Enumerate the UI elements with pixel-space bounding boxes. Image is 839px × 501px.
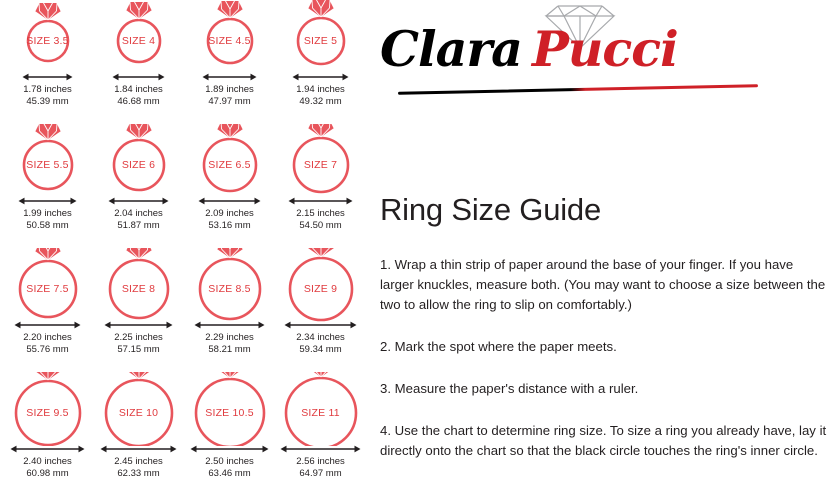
ring-measurement [275, 332, 366, 355]
ring-size-cell[interactable] [184, 0, 275, 124]
ring-measurement-mm: 58.21 mm [208, 343, 251, 355]
page-title: Ring Size Guide [380, 192, 602, 227]
ring-size-cell[interactable] [93, 124, 184, 248]
ring-size-cell[interactable] [2, 124, 93, 248]
measurement-arrow-icon [275, 194, 366, 206]
ring-size-cell[interactable] [275, 0, 366, 124]
brand-wordmark [380, 20, 780, 90]
ring-size-label: SIZE 5.5 [26, 159, 69, 171]
ring-size-cell[interactable] [93, 0, 184, 124]
ring-measurement-mm: 50.58 mm [26, 219, 69, 231]
ring-size-cell[interactable] [275, 248, 366, 372]
ring-measurement-inches: 2.04 inches [114, 208, 163, 219]
measurement-arrow-icon [275, 442, 366, 454]
ring-size-label: SIZE 7.5 [26, 283, 69, 295]
ring-measurement-inches: 2.56 inches [296, 456, 345, 467]
ring-measurement-mm: 51.87 mm [117, 219, 160, 231]
ring-size-cell[interactable] [93, 248, 184, 372]
ring-size-cell[interactable] [2, 0, 93, 124]
ring-measurement [93, 332, 184, 355]
ring-measurement [93, 208, 184, 231]
measurement-arrow-icon [184, 194, 275, 206]
measurement-arrow-icon [275, 70, 366, 82]
measurement-arrow-icon [2, 318, 93, 330]
ring-measurement [2, 332, 93, 355]
ring-measurement-inches: 1.84 inches [114, 84, 163, 95]
ring-size-label: SIZE 4 [121, 35, 156, 47]
ring-size-cell[interactable] [184, 124, 275, 248]
measurement-arrow-icon [2, 442, 93, 454]
ring-measurement [93, 84, 184, 107]
guide-step-4: 4. Use the chart to determine ring size. To size a ring you already have, lay it directly onto the chart so that the black circle touches the ring's inner circle. [380, 423, 827, 458]
guide-step-2: 2. Mark the spot where the paper meets. [380, 339, 617, 354]
ring-measurement-inches: 2.45 inches [114, 456, 163, 467]
ring-size-label: SIZE 11 [301, 407, 340, 419]
ring-size-label: SIZE 7 [303, 159, 338, 171]
ring-measurement-mm: 55.76 mm [26, 343, 69, 355]
ring-size-cell[interactable] [275, 372, 366, 496]
ring-size-label: SIZE 9.5 [26, 407, 69, 419]
ring-size-cell[interactable] [2, 248, 93, 372]
ring-measurement-mm: 59.34 mm [299, 343, 342, 355]
brand-name-first: Clara [380, 20, 522, 78]
ring-measurement-mm: 62.33 mm [117, 467, 160, 479]
ring-measurement [184, 332, 275, 355]
ring-measurement-inches: 1.78 inches [23, 84, 72, 95]
ring-size-label: SIZE 9 [303, 283, 338, 295]
measurement-arrow-icon [184, 318, 275, 330]
ring-size-label: SIZE 8.5 [208, 283, 251, 295]
ring-size-label: SIZE 6.5 [208, 159, 251, 171]
ring-measurement-mm: 63.46 mm [208, 467, 251, 479]
measurement-arrow-icon [2, 194, 93, 206]
ring-size-cell[interactable] [93, 372, 184, 496]
ring-size-cell[interactable] [184, 372, 275, 496]
brand-name-second: Pucci [531, 20, 678, 78]
guide-panel [372, 0, 839, 501]
ring-measurement-inches: 2.29 inches [205, 332, 254, 343]
ring-measurement [2, 456, 93, 479]
ring-measurement [184, 208, 275, 231]
ring-measurement [2, 84, 93, 107]
ring-measurement [184, 84, 275, 107]
measurement-arrow-icon [93, 442, 184, 454]
ring-measurement-mm: 46.68 mm [117, 95, 160, 107]
ring-measurement-inches: 2.25 inches [114, 332, 163, 343]
ring-measurement-mm: 49.32 mm [299, 95, 342, 107]
ring-size-label: SIZE 3.5 [26, 35, 69, 47]
measurement-arrow-icon [93, 318, 184, 330]
ring-measurement-inches: 2.20 inches [23, 332, 72, 343]
ring-measurement [93, 456, 184, 479]
ring-measurement-inches: 2.50 inches [205, 456, 254, 467]
measurement-arrow-icon [275, 318, 366, 330]
ring-measurement [2, 208, 93, 231]
ring-size-cell[interactable] [184, 248, 275, 372]
ring-measurement-mm: 64.97 mm [299, 467, 342, 479]
ring-measurement-inches: 2.34 inches [296, 332, 345, 343]
measurement-arrow-icon [93, 70, 184, 82]
guide-step-1: 1. Wrap a thin strip of paper around the base of your finger. If you have larger knuckles, measure both. (You may want to choose a size between the two to allow the ring to slip on comfortably.) [380, 257, 826, 312]
ring-measurement-mm: 45.39 mm [26, 95, 69, 107]
measurement-arrow-icon [93, 194, 184, 206]
ring-measurement-mm: 47.97 mm [208, 95, 251, 107]
ring-measurement [275, 84, 366, 107]
ring-measurement-inches: 1.99 inches [23, 208, 72, 219]
guide-step-3: 3. Measure the paper's distance with a ruler. [380, 381, 639, 396]
ring-size-label: SIZE 10 [118, 407, 159, 419]
ring-measurement-inches: 2.40 inches [23, 456, 72, 467]
ring-size-chart [0, 0, 368, 501]
ring-measurement-mm: 53.16 mm [208, 219, 251, 231]
ring-measurement-mm: 54.50 mm [299, 219, 342, 231]
ring-measurement-inches: 1.94 inches [296, 84, 345, 95]
ring-size-cell[interactable] [2, 372, 93, 496]
ring-size-label: SIZE 4.5 [208, 35, 251, 47]
measurement-arrow-icon [2, 70, 93, 82]
ring-size-label: SIZE 8 [121, 283, 156, 295]
brand-logo [380, 2, 780, 102]
ring-size-label: SIZE 6 [121, 159, 156, 171]
ring-measurement-inches: 2.09 inches [205, 208, 254, 219]
ring-measurement-inches: 1.89 inches [205, 84, 254, 95]
ring-size-label: SIZE 5 [303, 35, 338, 47]
ring-measurement-inches: 2.15 inches [296, 208, 345, 219]
ring-measurement [275, 208, 366, 231]
ring-measurement [275, 456, 366, 479]
ring-measurement-mm: 60.98 mm [26, 467, 69, 479]
ring-measurement-mm: 57.15 mm [117, 343, 160, 355]
ring-size-label: SIZE 10.5 [205, 407, 254, 419]
measurement-arrow-icon [184, 70, 275, 82]
ring-measurement [184, 456, 275, 479]
ring-size-cell[interactable] [275, 124, 366, 248]
measurement-arrow-icon [184, 442, 275, 454]
